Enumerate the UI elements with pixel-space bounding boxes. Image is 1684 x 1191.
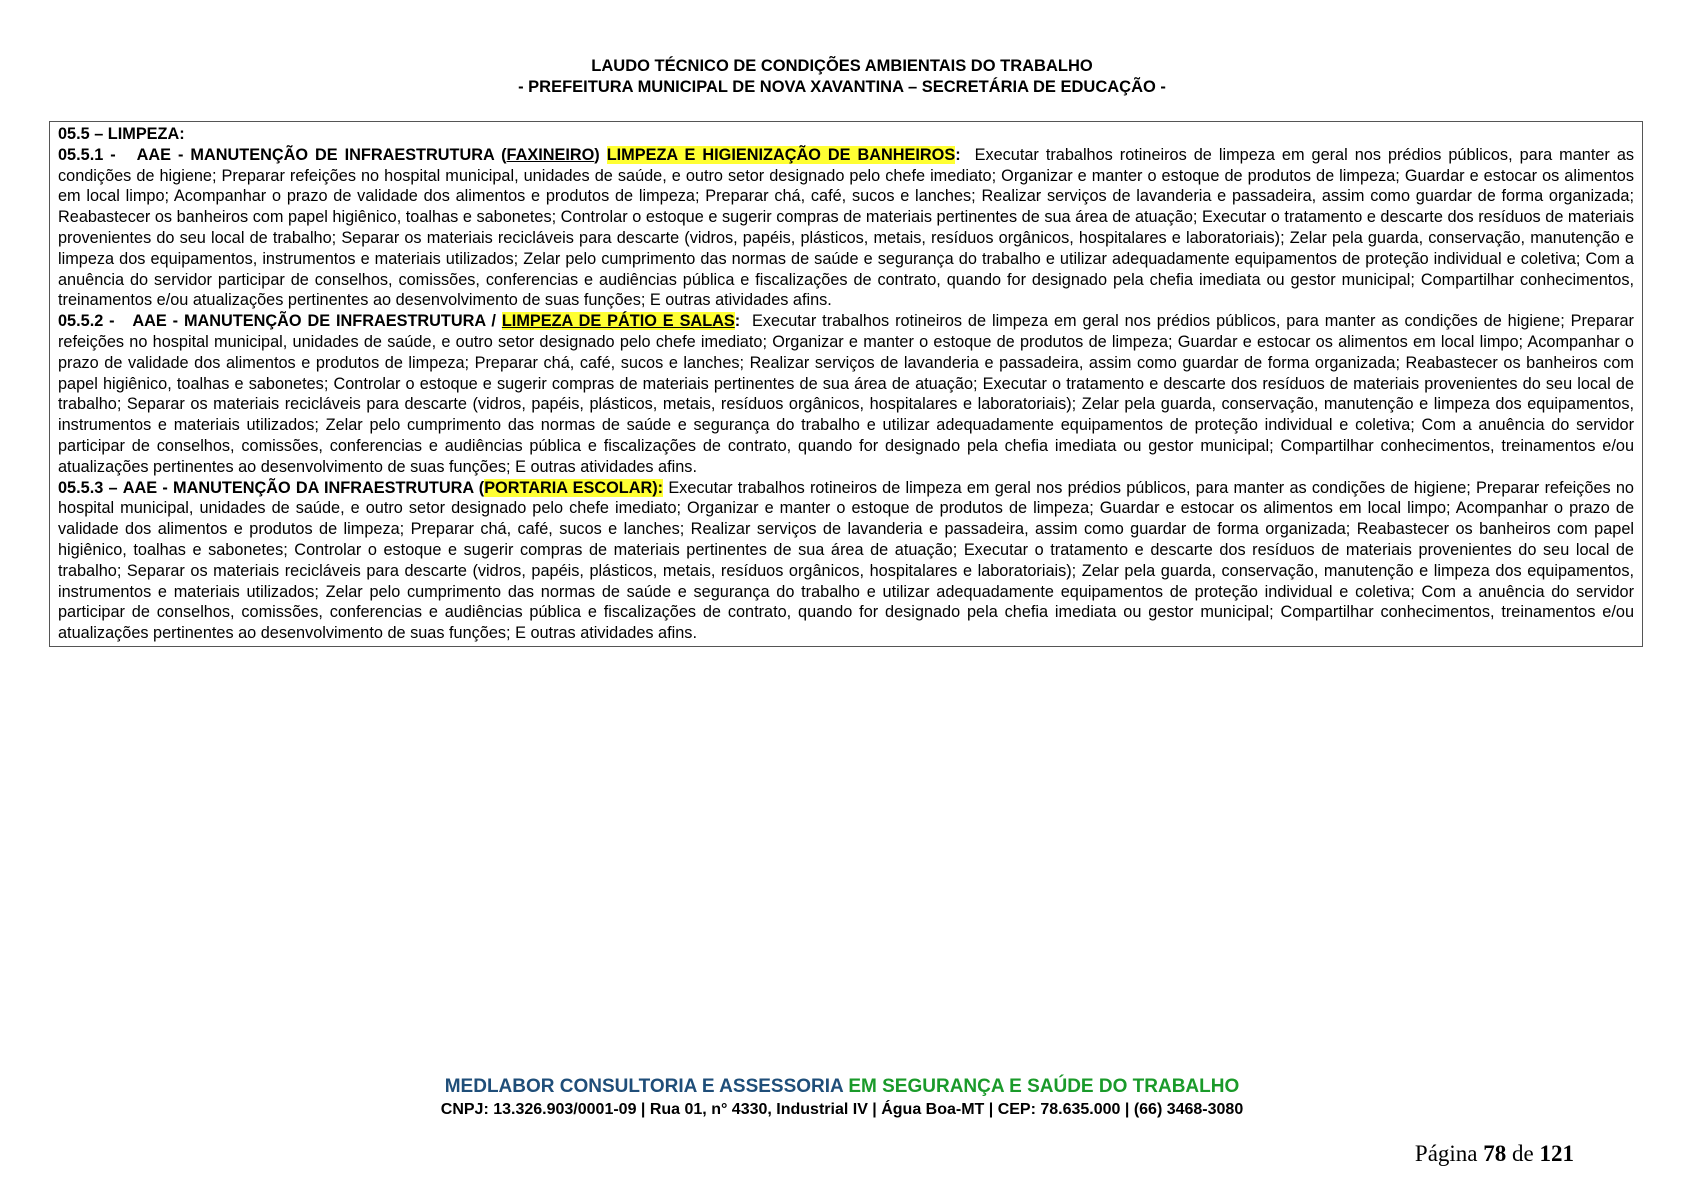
- item-underlined: LIMPEZA DE PÁTIO E SALAS: [501, 312, 735, 331]
- header-title: LAUDO TÉCNICO DE CONDIÇÕES AMBIENTAIS DO TRABALHO: [591, 57, 1093, 75]
- section-title: 05.5 – LIMPEZA:: [58, 125, 185, 143]
- item-body: Executar trabalhos rotineiros de limpeza em geral nos prédios públicos, para manter as condições de higiene; Preparar refeições no hospital municipal, unidades de saúde, e outro setor designado pelo chefe imediato; Organizar e manter o estoque de produtos de limpeza; Guardar e estocar os alimentos em local limpo; Acompanhar o prazo de validade dos alimentos e produtos de limpeza; Preparar chá, café, sucos e lanches; Realizar serviços de lavanderia e passadeira, assim como guardar de forma organizada; Reabastecer os banheiros com papel higiênico, toalhas e sabonetes; Controlar o estoque e sugerir compras de materiais pertinentes de sua área de atuação; Executar o tratamento e descarte dos resíduos de materiais provenientes do seu local de trabalho; Separar os materiais recicláveis para descarte (vidros, papéis, plásticos, metais, resíduos orgânicos, hospitalares e laboratoriais); Zelar pela guarda, conservação, manutenção e limpeza dos equipamentos, instrumentos e materiais utilizados; Zelar pelo cumprimento das normas de saúde e segurança do trabalho e utilizar adequadamente equipamentos de proteção individual e coletiva; Com a anuência do servidor participar de conselhos, comissões, conferencias e audiências pública e fiscalizações de contrato, quando for designado pela chefia imediata ou gestor municipal; Compartilhar conhecimentos, treinamentos e/ou atualizações pertinentes ao desenvolvimento de suas funções; E outras atividades afins.: [58, 145, 1635, 310]
- item-highlight: LIMPEZA E HIGIENIZAÇÃO DE BANHEIROS: [606, 145, 956, 164]
- item-code: 05.5.3 –: [58, 478, 118, 497]
- page-label: Página: [1414, 1141, 1478, 1166]
- item-code: 05.5.1 -: [58, 145, 116, 164]
- page-number: [1415, 1141, 1574, 1167]
- document-footer: [0, 1075, 1684, 1121]
- item-05-5-2: [58, 311, 1634, 477]
- item-prefix: AAE - MANUTENÇÃO DA INFRAESTRUTURA (: [122, 478, 485, 497]
- header-subtitle: - PREFEITURA MUNICIPAL DE NOVA XAVANTINA – SECRETÁRIA DE EDUCAÇÃO -: [518, 78, 1166, 96]
- item-suffix: ): [594, 145, 600, 164]
- item-underlined: FAXINEIRO: [506, 145, 595, 164]
- footer-company-tagline: EM SEGURANÇA E SAÚDE DO TRABALHO: [848, 1076, 1240, 1097]
- item-colon: :: [734, 312, 741, 331]
- item-colon: :: [955, 145, 961, 164]
- footer-company: [0, 1075, 1684, 1099]
- item-body: Executar trabalhos rotineiros de limpeza em geral nos prédios públicos, para manter as condições de higiene; Preparar refeições no hospital municipal, unidades de saúde, e outro setor designado pelo chefe imediato; Organizar e manter o estoque de produtos de limpeza; Guardar e estocar os alimentos em local limpo; Acompanhar o prazo de validade dos alimentos e produtos de limpeza; Preparar chá, café, sucos e lanches; Realizar serviços de lavanderia e passadeira, assim como guardar de forma organizada; Reabastecer os banheiros com papel higiênico, toalhas e sabonetes; Controlar o estoque e sugerir compras de materiais pertinentes de sua área de atuação; Executar o tratamento e descarte dos resíduos de materiais provenientes do seu local de trabalho; Separar os materiais recicláveis para descarte (vidros, papéis, plásticos, metais, resíduos orgânicos, hospitalares e laboratoriais); Zelar pela guarda, conservação, manutenção e limpeza dos equipamentos, instrumentos e materiais utilizados; Zelar pelo cumprimento das normas de saúde e segurança do trabalho e utilizar adequadamente equipamentos de proteção individual e coletiva; Com a anuência do servidor participar de conselhos, comissões, conferencias e audiências pública e fiscalizações de contrato, quando for designado pela chefia imediata ou gestor municipal; Compartilhar conhecimentos, treinamentos e/ou atualizações pertinentes ao desenvolvimento de suas funções; E outras atividades afins.: [58, 478, 1634, 643]
- item-05-5-1: [58, 145, 1634, 311]
- item-highlight: PORTARIA ESCOLAR):: [484, 478, 664, 497]
- item-prefix: AAE - MANUTENÇÃO DE INFRAESTRUTURA /: [132, 312, 502, 331]
- item-code: 05.5.2 -: [58, 312, 115, 331]
- page-total: 121: [1539, 1141, 1574, 1166]
- footer-address: CNPJ: 13.326.903/0001-09 | Rua 01, n° 4330, Industrial IV | Água Boa-MT | CEP: 78.635.000 | (66) 3468-3080: [440, 1101, 1244, 1118]
- footer-company-name: MEDLABOR CONSULTORIA E ASSESSORIA: [444, 1076, 844, 1097]
- page-separator: de: [1512, 1141, 1534, 1166]
- page-current: 78: [1483, 1141, 1507, 1166]
- item-body: Executar trabalhos rotineiros de limpeza em geral nos prédios públicos, para manter as condições de higiene; Preparar refeições no hospital municipal, unidades de saúde, e outro setor designado pelo chefe imediato; Organizar e manter o estoque de produtos de limpeza; Guardar e estocar os alimentos em local limpo; Acompanhar o prazo de validade dos alimentos e produtos de limpeza; Preparar chá, café, sucos e lanches; Realizar serviços de lavanderia e passadeira, assim como guardar de forma organizada; Reabastecer os banheiros com papel higiênico, toalhas e sabonetes; Controlar o estoque e sugerir compras de materiais pertinentes de sua área de atuação; Executar o tratamento e descarte dos resíduos de materiais provenientes do seu local de trabalho; Separar os materiais recicláveis para descarte (vidros, papéis, plásticos, metais, resíduos orgânicos, hospitalares e laboratoriais); Zelar pela guarda, conservação, manutenção e limpeza dos equipamentos, instrumentos e materiais utilizados; Zelar pelo cumprimento das normas de saúde e segurança do trabalho e utilizar adequadamente equipamentos de proteção individual e coletiva; Com a anuência do servidor participar de conselhos, comissões, conferencias e audiências pública e fiscalizações de contrato, quando for designado pela chefia imediata ou gestor municipal; Compartilhar conhecimentos, treinamentos e/ou atualizações pertinentes ao desenvolvimento de suas funções; E outras atividades afins.: [58, 312, 1634, 476]
- item-05-5-3: [58, 478, 1634, 644]
- document-header: [0, 56, 1684, 98]
- item-prefix: AAE - MANUTENÇÃO DE INFRAESTRUTURA (: [136, 145, 507, 164]
- content-box: [49, 121, 1643, 647]
